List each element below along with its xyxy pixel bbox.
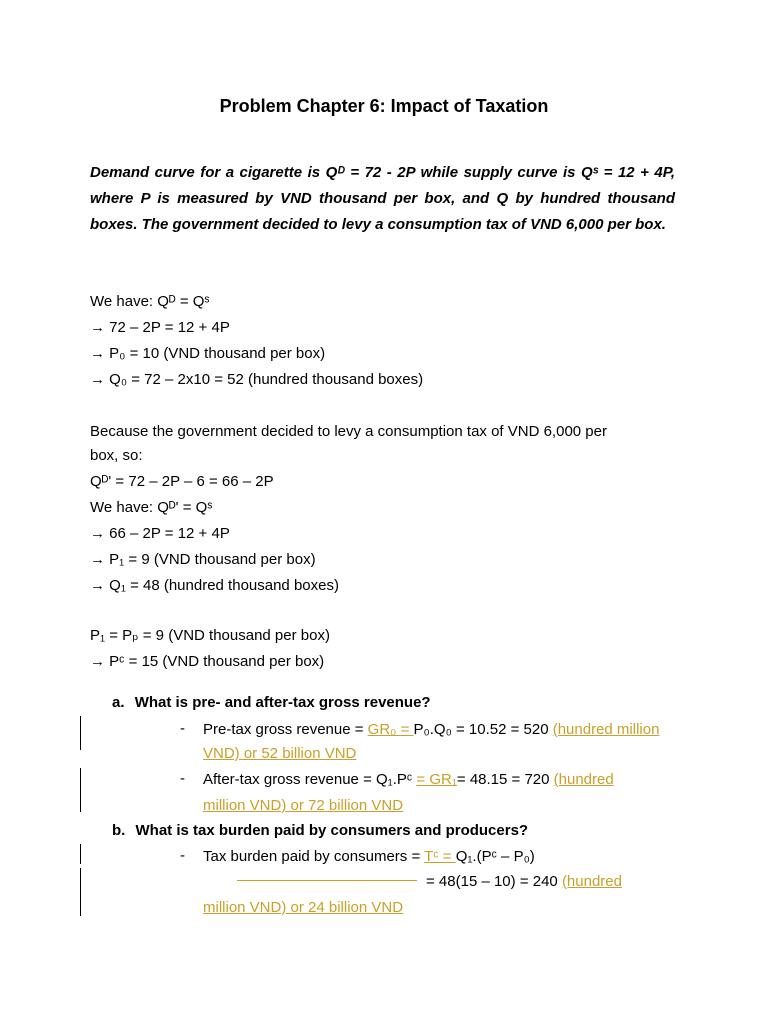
question-a [112,694,431,711]
eq-p0: → P₀ = 10 (VND thousand per box) [90,345,326,362]
answer-consumer-burden-calc [426,872,622,892]
answer-text: Tax burden paid by consumers = [203,848,425,865]
answer-text: After-tax gross revenue = Q₁.Pᶜ [203,771,417,788]
eq-new-solve: → 66 – 2P = 12 + 4P [90,525,230,542]
page-title: Problem Chapter 6: Impact of Taxation [219,96,549,116]
tax-intro: Because the government decided to levy a consumption tax of VND 6,000 per [90,423,607,440]
answer-after-tax [203,770,614,790]
eq-new-equilibrium: We have: Qᴰ' = Qˢ [90,499,213,516]
highlight-text: (hundred [561,873,622,890]
eq-pp: P₁ = Pₚ = 9 (VND thousand per box) [90,627,330,644]
answer-text: P₀.Q₀ = 10.52 = 520 [413,721,553,738]
answer-consumer-burden-cont [203,898,403,918]
answer-text: Pre-tax gross revenue = [203,721,368,738]
answer-text: Q₁.(Pᶜ – P₀) [455,848,535,865]
change-bar [80,868,81,916]
change-bar [80,844,81,864]
answer-after-tax-cont [203,796,403,816]
eq-q1: → Q₁ = 48 (hundred thousand boxes) [90,577,339,594]
highlight-text: million VND) or 24 billion VND [203,899,404,916]
highlight-text: (hundred [553,771,614,788]
answer-text: = 48(15 – 10) = 240 [426,873,562,890]
eq-equilibrium: We have: Qᴰ = Qˢ [90,293,210,310]
answer-pre-tax [203,720,659,740]
highlight-text: GR₀ = [367,721,414,738]
answer-pre-tax-cont [203,744,356,764]
bullet-dash: - [180,847,185,864]
insertion-rule [237,880,417,881]
answer-consumer-burden [203,847,535,867]
highlight-text: VND) or 52 billion VND [203,745,357,762]
eq-pc: → Pᶜ = 15 (VND thousand per box) [90,653,325,670]
change-bar [80,716,81,750]
highlight-text: (hundred million [552,721,660,738]
question-b-text: What is tax burden paid by consumers and producers? [135,822,529,839]
eq-q0: → Q₀ = 72 – 2x10 = 52 (hundred thousand boxes) [90,371,424,388]
bullet-dash: - [180,770,185,787]
eq-solve: → 72 – 2P = 12 + 4P [90,319,230,336]
answer-text: = 48.15 = 720 [456,771,554,788]
highlight-text: Tᶜ = [424,848,456,865]
problem-statement: Demand curve for a cigarette is Qᴰ = 72 - 2P while supply curve is Qˢ = 12 + 4P, where P is measured by VND thousand per box, and Q by hundred thousand boxes. The government decided to levy a consumption tax of VND 6,000 per box. [90,164,675,233]
question-a-text: What is pre- and after-tax gross revenue? [134,694,431,711]
question-b [112,822,528,839]
question-a-label: a. [112,694,125,711]
highlight-text: = GR₁ [416,771,457,788]
tax-intro-cont: box, so: [90,447,143,464]
eq-new-demand: Qᴰ' = 72 – 2P – 6 = 66 – 2P [90,473,274,490]
question-b-label: b. [112,822,126,839]
bullet-dash: - [180,720,185,737]
change-bar [80,768,81,812]
eq-p1: → P₁ = 9 (VND thousand per box) [90,551,316,568]
highlight-text: million VND) or 72 billion VND [203,797,404,814]
